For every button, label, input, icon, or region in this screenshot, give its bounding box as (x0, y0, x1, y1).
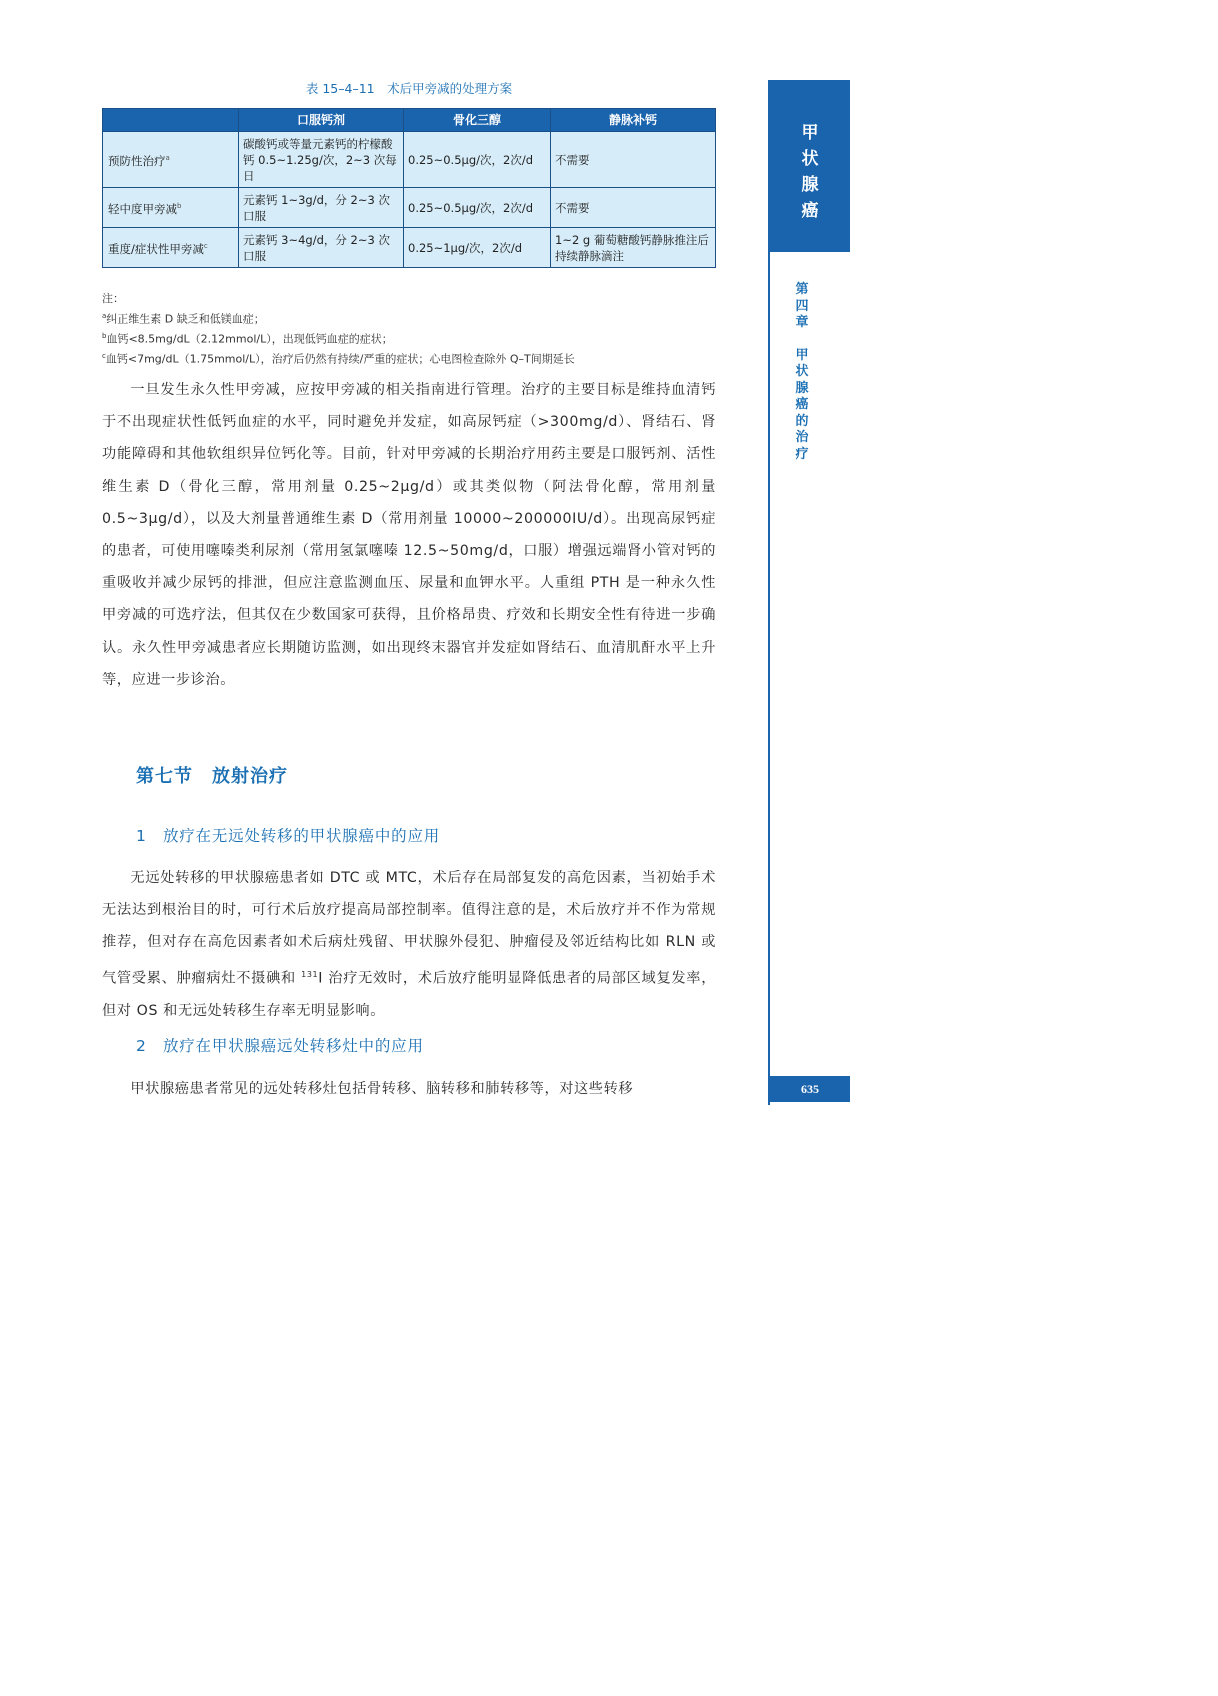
cell-calcitriol: 0.25~0.5μg/次，2次/d (404, 132, 551, 188)
cell-oral: 元素钙 1~3g/d，分 2~3 次口服 (239, 188, 404, 228)
subsection-heading-2: 2 放疗在甲状腺癌远处转移灶中的应用 (136, 1037, 424, 1055)
page-number: 635 (770, 1076, 850, 1102)
chapter-char: 癌 (795, 397, 809, 412)
table-header-blank (103, 109, 239, 132)
cell-calcitriol: 0.25~1μg/次，2次/d (404, 228, 551, 268)
body-paragraph-3: 甲状腺癌患者常见的远处转移灶包括骨转移、脑转移和肺转移等，对这些转移 (130, 1081, 634, 1097)
table-row (103, 188, 716, 228)
chapter-char: 腺 (795, 380, 809, 396)
cell-iv: 不需要 (551, 132, 716, 188)
cell-iv: 1~2 g 葡萄糖酸钙静脉推注后持续静脉滴注 (551, 228, 716, 268)
note-item: $^b$血钙<8.5mg/dL（2.12mmol/L），出现低钙血症的症状； (102, 331, 393, 346)
cell-oral: 碳酸钙或等量元素钙的柠檬酸钙 0.5~1.25g/次，2~3 次每日 (239, 132, 404, 188)
tab-char: 癌 (801, 201, 819, 221)
chapter-running-title (790, 282, 814, 463)
table-header-iv-calcium: 静脉补钙 (551, 109, 716, 132)
row-label-severe: 重度/症状性甲旁减$^c$ (103, 228, 239, 268)
table-header-calcitriol: 骨化三醇 (404, 109, 551, 132)
cell-oral: 元素钙 3~4g/d，分 2~3 次口服 (239, 228, 404, 268)
chapter-char: 的 (795, 413, 809, 429)
chapter-char: 甲 (795, 347, 809, 363)
tab-char: 状 (801, 149, 819, 169)
cell-calcitriol: 0.25~0.5μg/次，2次/d (404, 188, 551, 228)
chapter-char: 状 (795, 364, 809, 379)
tab-char: 腺 (801, 175, 819, 195)
row-label-prevention: 预防性治疗$^a$ (103, 132, 239, 188)
section-title: 第七节 放射治疗 (136, 766, 288, 787)
chapter-char: 章 (795, 315, 809, 330)
body-paragraph-1: 一旦发生永久性甲旁减，应按甲旁减的相关指南进行管理。治疗的主要目标是维持血清钙于不出现症状性低钙血症的水平，同时避免并发症，如高尿钙症（>300mg/d）、肾结石、肾功能障碍和其他软组织异位钙化等。目前，针对甲旁减的长期治疗用药主要是口服钙剂、活性维生素 D（骨化三醇，常用剂量 0.25~2μg/d）或其类似物（阿法骨化醇，常用剂量 0.5~3μg/d），以及大剂量普通维生素 D（常用剂量 10000~200000IU/d）。出现高尿钙症的患者，可使用噻嗪类利尿剂（常用氢氯噻嗪 12.5~50mg/d，口服）增强远端肾小管对钙的重吸收并减少尿钙的排泄，但应注意监测血压、尿量和血钾水平。人重组 PTH 是一种永久性甲旁减的可选疗法，但其仅在少数国家可获得，且价格昂贵、疗效和长期安全性有待进一步确认。永久性甲旁减患者应长期随访监测，如出现终末器官并发症如肾结石、血清肌酐水平上升等，应进一步诊治。 (102, 382, 716, 688)
table-row (103, 132, 716, 188)
note-item: $^c$血钙<7mg/dL（1.75mmol/L），治疗后仍然有持续/严重的症状；心电图检查除外 Q–T间期延长 (102, 351, 575, 366)
chapter-char: 第 (795, 282, 809, 297)
row-label-mild: 轻中度甲旁减$^b$ (103, 188, 239, 228)
table-notes (102, 291, 716, 368)
chapter-char: 疗 (795, 446, 809, 462)
chapter-char: 四 (795, 298, 809, 314)
table-header-row (103, 109, 716, 132)
subsection-heading-1: 1 放疗在无远处转移的甲状腺癌中的应用 (136, 827, 441, 845)
tab-char: 甲 (801, 123, 819, 143)
cell-iv: 不需要 (551, 188, 716, 228)
chapter-char: 治 (795, 430, 809, 445)
table-row (103, 228, 716, 268)
notes-title: 注： (102, 292, 124, 305)
body-paragraph-2: 无远处转移的甲状腺癌患者如 DTC 或 MTC，术后存在局部复发的高危因素，当初始手术无法达到根治目的时，可行术后放疗提高局部控制率。值得注意的是，术后放疗并不作为常规推荐，但对存在高危因素者如术后病灶残留、甲状腺外侵犯、肿瘤侵及邻近结构比如 RLN 或气管受累、肿瘤病灶不摄碘和 $^{131}$I 治疗无效时，术后放疗能明显降低患者的局部区域复发率，但对 OS 和无远处转移生存率无明显影响。 (102, 870, 716, 1019)
treatment-table (102, 108, 716, 268)
table-caption: 表 15–4–11 术后甲旁减的处理方案 (305, 81, 513, 96)
note-item: $^a$纠正维生素 D 缺乏和低镁血症； (102, 311, 265, 326)
chapter-tab (770, 80, 850, 252)
table-header-oral-calcium: 口服钙剂 (239, 109, 404, 132)
